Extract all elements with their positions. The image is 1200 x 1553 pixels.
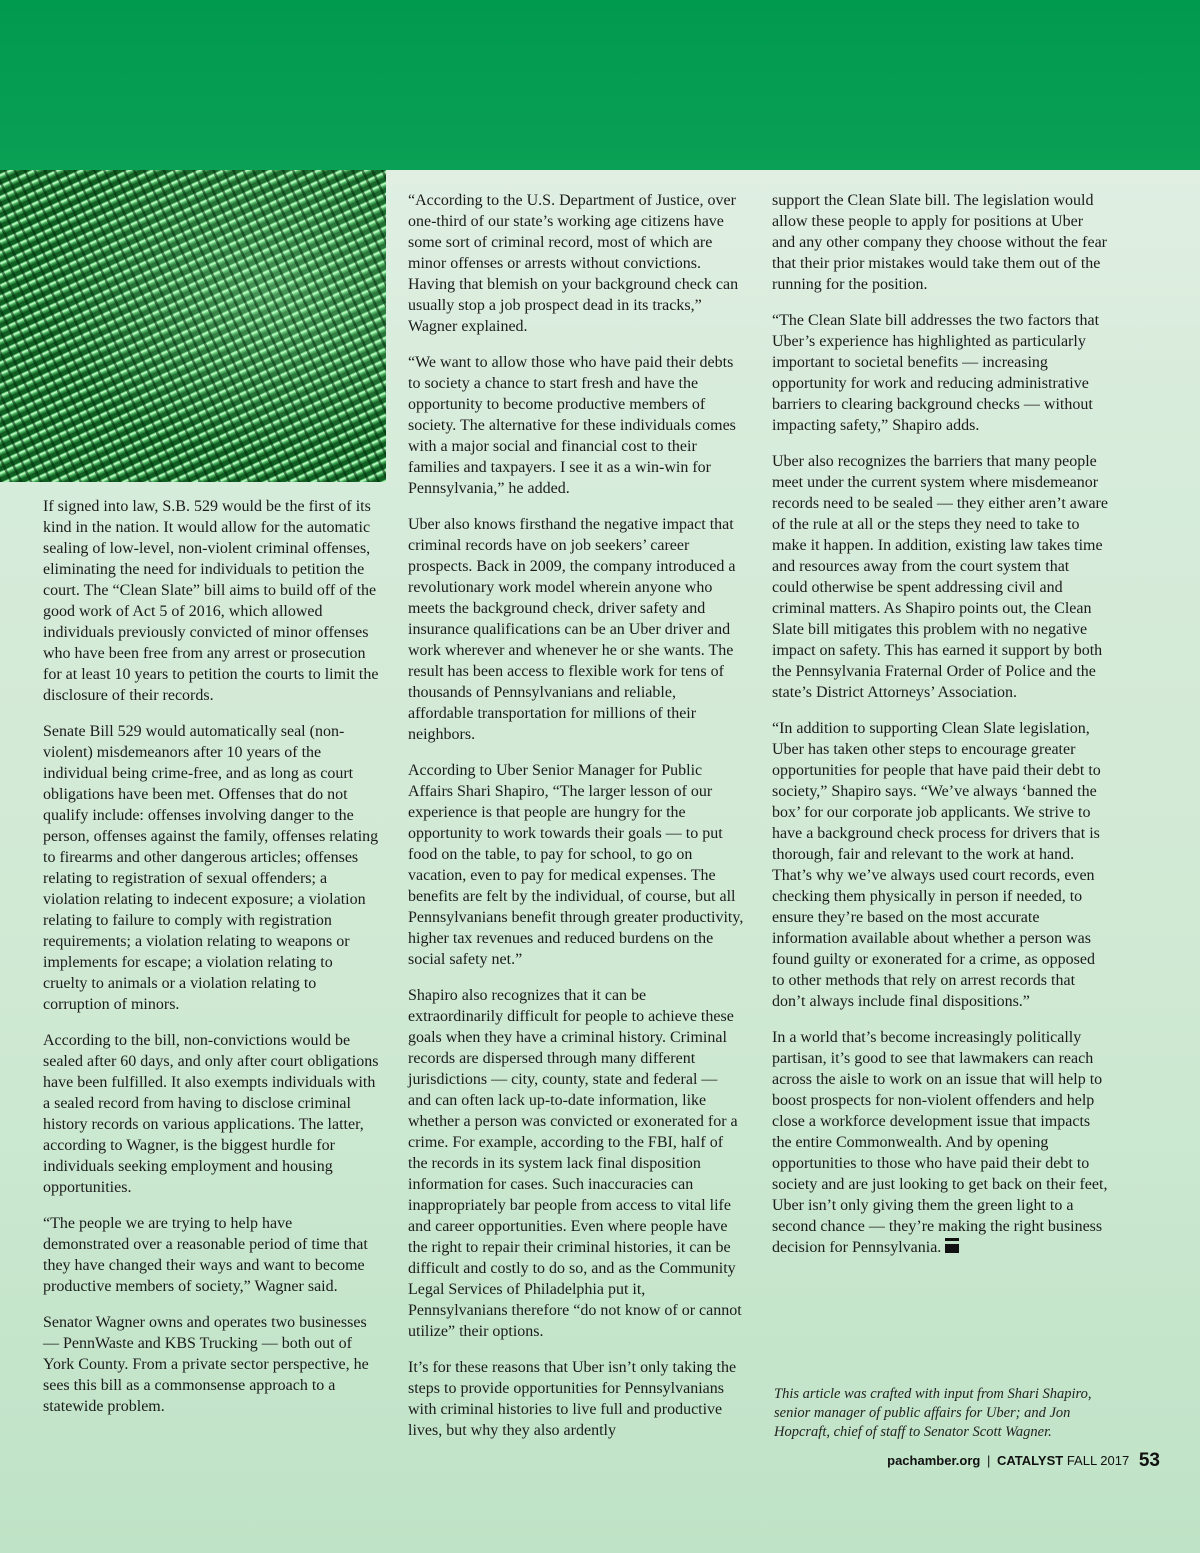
final-paragraph [772,1027,1108,1258]
paragraph: According to the bill, non-convictions would be sealed after 60 days, and only after court obligations have been fulfilled. It also exempts individuals with a sealed record from having to disclose criminal history records on various applications. The latter, according to Wagner, is the biggest hurdle for individuals seeking employment and housing opportunities. [43,1032,379,1196]
paragraph: Senate Bill 529 would automatically seal (non-violent) misdemeanors after 10 years of the individual being crime-free, and as long as court obligations have been met. Offenses that do not qualify include: offenses involving danger to the person, offenses against the family, offenses relating to firearms and other dangerous articles; offenses relating to registration of sexual offenders; a violation relating to indecent exposure; a violation relating to failure to comply with registration requirements; a violation relating to weapons or implements for escape; a violation relating to cruelty to animals or a violation relating to corruption of minors. [43,723,379,1013]
page-footer [880,1450,1160,1474]
paragraph: “According to the U.S. Department of Justice, over one-third of our state’s working age citizens have some sort of criminal record, most of which are minor offenses or arrests without convictions. Having that blemish on your background check can usually stop a job prospect dead in its tracks,” Wagner explained. [408,192,739,335]
footer-site: pachamber.org [887,1453,981,1468]
article-column-1 [43,496,379,1432]
footer-separator: | [986,1453,991,1468]
paragraph: Uber also knows firsthand the negative impact that criminal records have on job seekers’ career prospects. Back in 2009, the company introduced a revolutionary work model wherein anyone who meets the background check, driver safety and insurance qualifications can be an Uber driver and work wherever and whenever he or she wants. The result has been access to flexible work for tens of thousands of Pennsylvanians and reliable, affordable transportation for millions of their neighbors. [408,516,736,743]
article-column-2 [408,190,744,1456]
paragraph: “We want to allow those who have paid their debts to society a chance to start fresh and have the opportunity to become productive members of society. The alternative for these individuals comes with a major social and financial cost to their families and taxpayers. I see it as a win-win for Pennsylvania,” he added. [408,354,736,497]
article-column-3 [772,190,1108,1273]
footer-issue: FALL 2017 [1066,1453,1130,1468]
paragraph: “The people we are trying to help have demonstrated over a reasonable period of time that they have changed their ways and want to become productive members of society,” Wagner said. [43,1215,368,1295]
paragraph: According to Uber Senior Manager for Public Affairs Shari Shapiro, “The larger lesson of our experience is that people are hungry for the opportunity to work towards their goals — to put food on the table, to pay for school, to go on vacation, even to pay for medical expenses. The benefits are felt by the individual, of course, but all Pennsylvanians benefit through greater productivity, higher tax revenues and reduced burdens on the social safety net.” [408,762,744,968]
paragraph: “The Clean Slate bill addresses the two factors that Uber’s experience has highlighted as particularly important to societal benefits — increasing opportunity for work and reducing administrative barriers to clearing background checks — without impacting safety,” Shapiro adds. [772,312,1100,434]
paragraph: Senator Wagner owns and operates two businesses — PennWaste and KBS Trucking — both out of York County. From a private sector perspective, he sees this bill as a commonsense approach to a statewide problem. [43,1314,369,1415]
footer-magazine: CATALYST [996,1453,1064,1468]
article-credit: This article was crafted with input from Shari Shapiro, senior manager of public affairs for Uber; and Jon Hopcraft, chief of staff to Senator Scott Wagner. [774,1386,1092,1440]
page-number: 53 [1138,1450,1160,1471]
paragraph: Shapiro also recognizes that it can be extraordinarily difficult for people to achieve these goals when they have a criminal history. Criminal records are dispersed through many different jurisdictions — city, county, state and federal — and can often lack up-to-date information, like whether a person was convicted or exonerated for a crime. For example, according to the FBI, half of the records in its system lack final disposition information for cases. Such inaccuracies can inappropriately bar people from access to vital life and career opportunities. Even where people have the right to repair their criminal histories, it can be difficult and costly to do so, and as the Community Legal Services of Philadelphia put it, Pennsylvanians therefore “do not know of or cannot utilize” their options. [408,987,742,1340]
article-photo [0,170,386,482]
paragraph: It’s for these reasons that Uber isn’t only taking the steps to provide opportunities for Pennsylvanians with criminal histories to live full and productive lives, but why they also ardently [408,1359,737,1439]
paragraph: If signed into law, S.B. 529 would be the first of its kind in the nation. It would allow for the automatic sealing of low-level, non-violent criminal offenses, eliminating the need for individuals to petition the court. The “Clean Slate” bill aims to build off of the good work of Act 5 of 2016, which allowed individuals previously convicted of minor offenses who have been free from any arrest or prosecution for at least 10 years to petition the courts to limit the disclosure of their records. [43,498,379,704]
paragraph: support the Clean Slate bill. The legislation would allow these people to apply for positions at Uber and any other company they choose without the fear that their prior mistakes would take them out of the running for the position. [772,192,1107,293]
end-of-article-icon [945,1238,959,1253]
paragraph: Uber also recognizes the barriers that many people meet under the current system where misdemeanor records need to be sealed — they either aren’t aware of the rule at all or the steps they need to take to make it happen. In addition, existing law takes time and resources away from the court system that could otherwise be spent addressing civil and criminal matters. As Shapiro points out, the Clean Slate bill mitigates this problem with no negative impact on safety. This has earned it support by both the Pennsylvania Fraternal Order of Police and the state’s District Attorneys’ Association. [772,453,1108,701]
paragraph: “In addition to supporting Clean Slate legislation, Uber has taken other steps to encourage greater opportunities for people that have paid their debt to society,” Shapiro says. “We’ve always ‘banned the box’ for our corporate job applicants. We strive to have a background check process for drivers that is thorough, fair and relevant to the work at hand. That’s why we’ve always used court records, even checking them physically in person if needed, to ensure they’re based on the most accurate information available about whether a person was found guilty or exonerated for a crime, as opposed to other methods that rely on arrest records that don’t always include final dispositions.” [772,720,1101,1010]
top-green-band [0,0,1200,170]
paragraph-text: In a world that’s become increasingly politically partisan, it’s good to see that lawmakers can reach across the aisle to work on an issue that will help to boost prospects for non-violent offenders and help close a workforce development issue that impacts the entire Commonwealth. And by opening opportunities to those who have paid their debt to society and are just looking to get back on their feet, Uber isn’t only giving them the green light to a second chance — they’re making the right business decision for Pennsylvania. [772,1029,1108,1256]
